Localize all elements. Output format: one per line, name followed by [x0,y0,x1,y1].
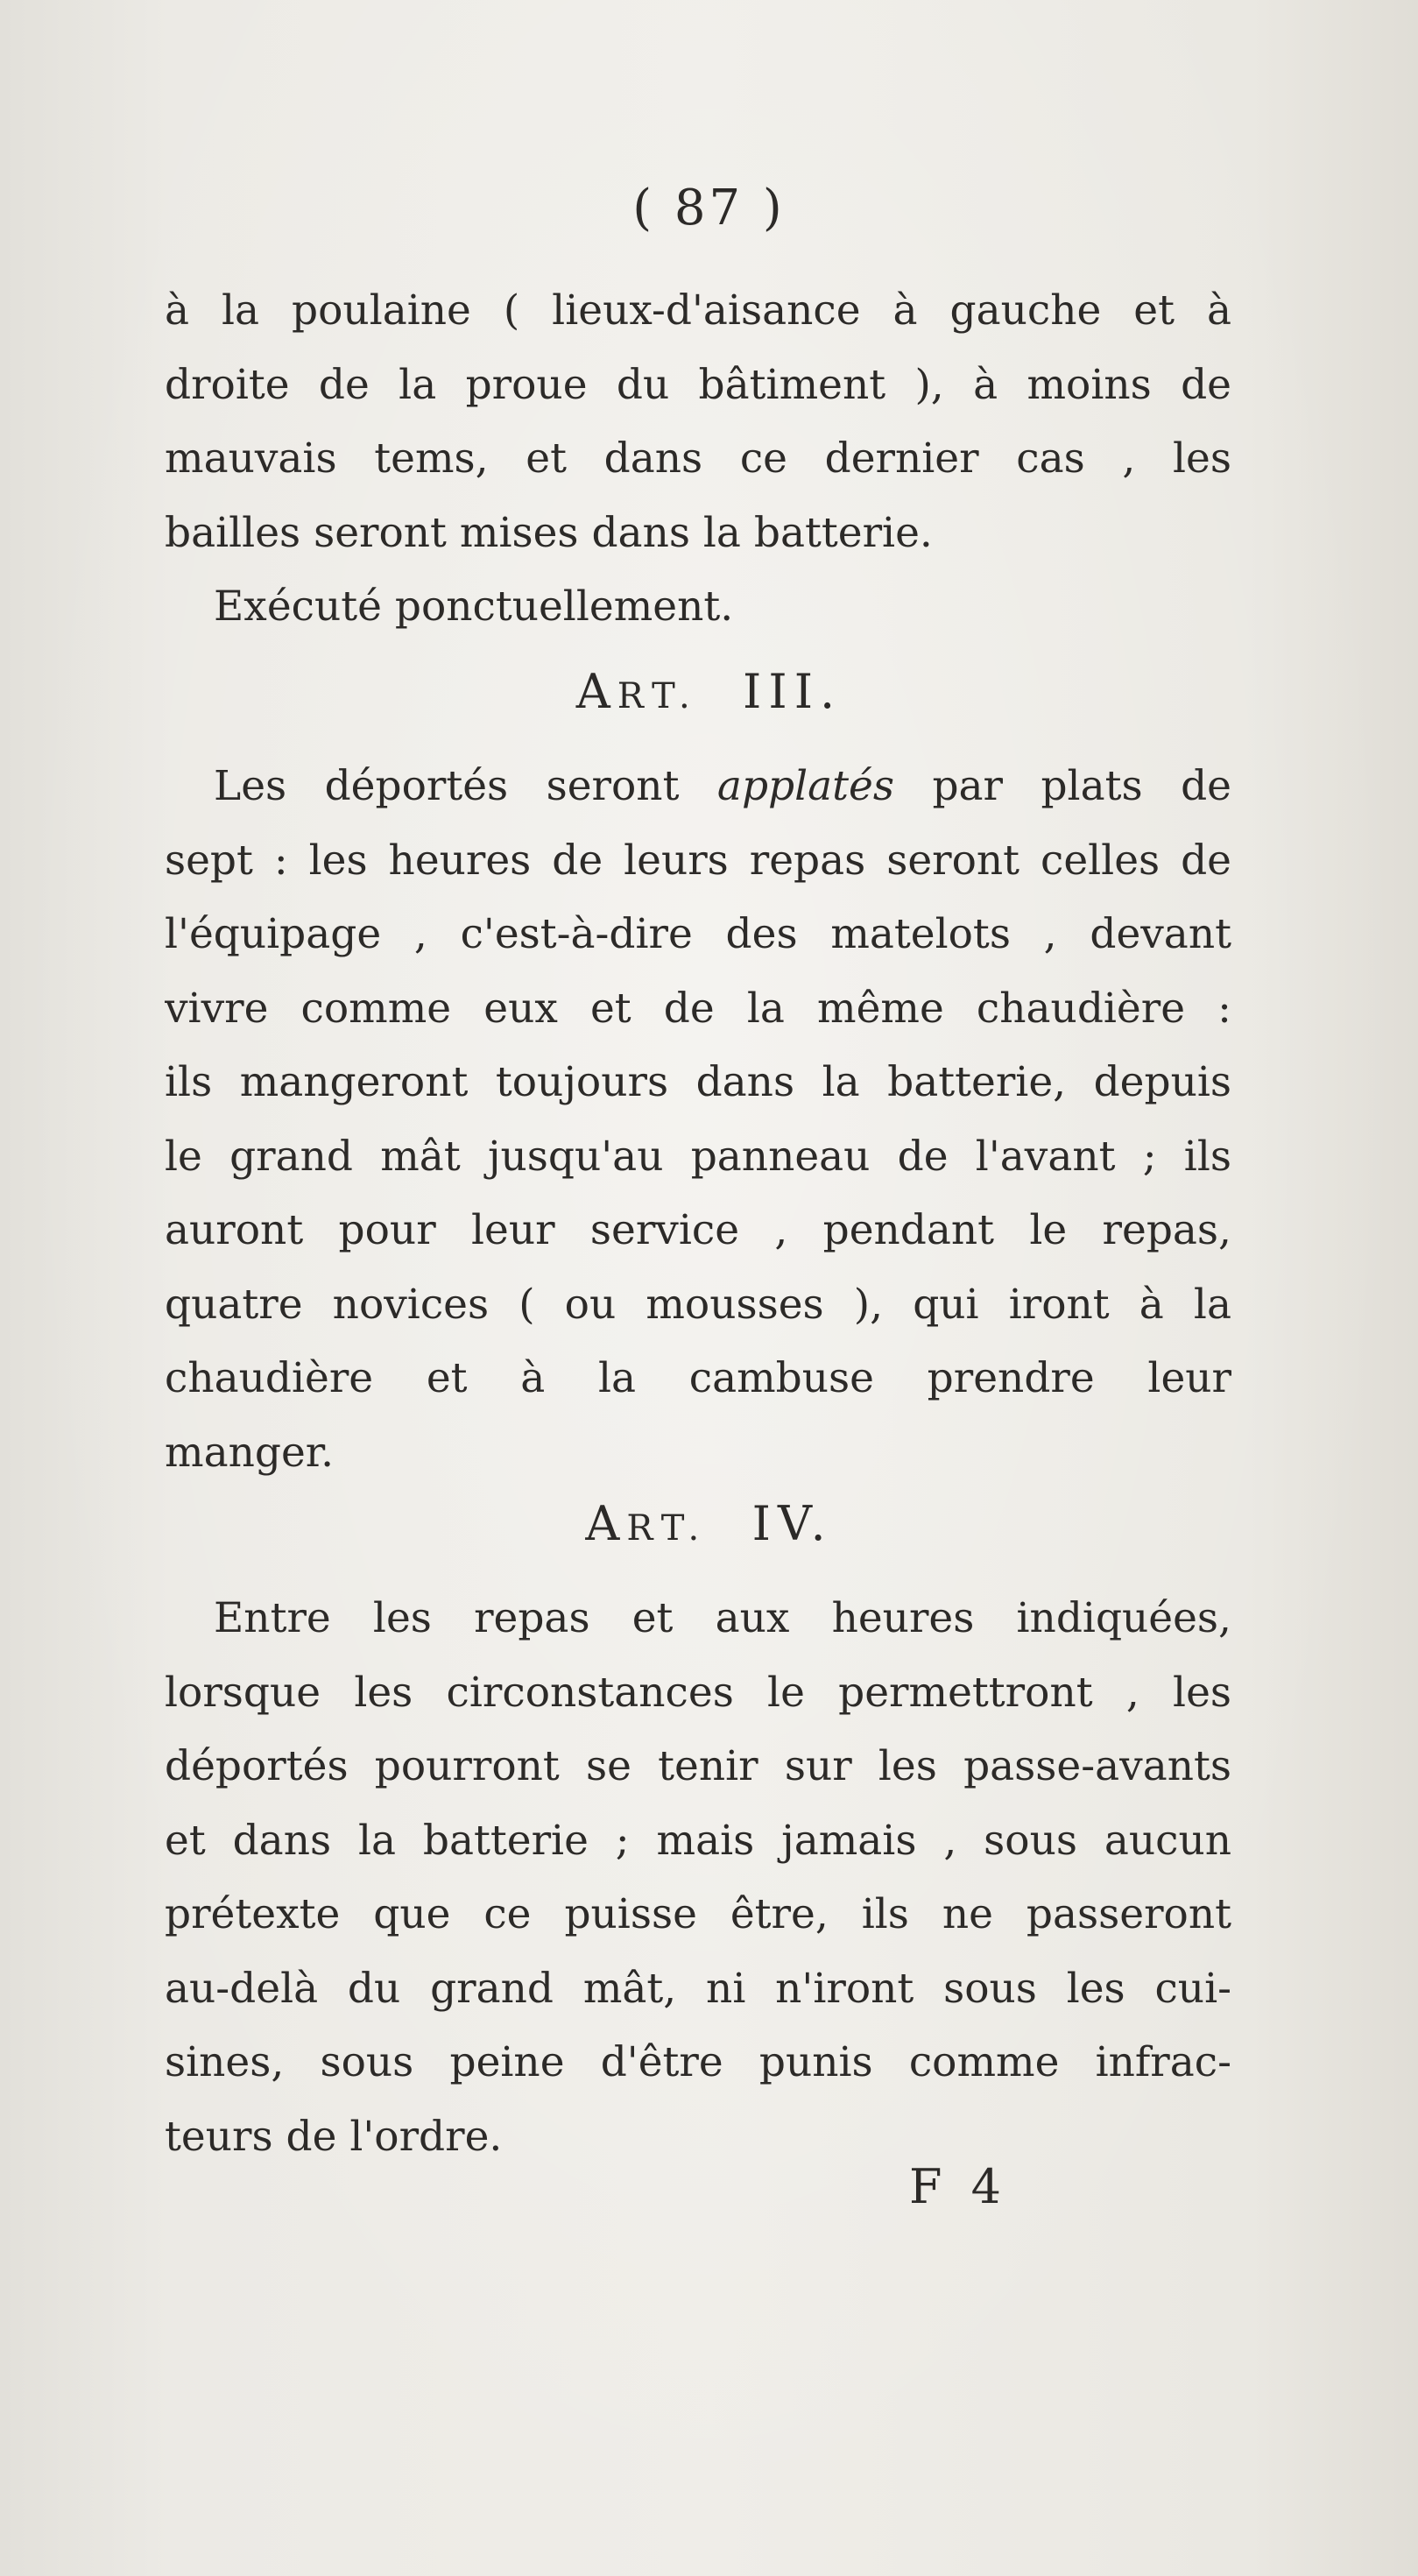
text-line: Entre les repas et aux heures indiquées, [214,1594,1231,1642]
text-line: sines, sous peine d'être punis comme infrac- [165,2038,1231,2086]
article-4-body [165,1582,1231,2174]
text-line: lorsque les circonstances le permettront , les [165,1668,1231,1717]
heading-smallcaps: RT. [626,1508,709,1549]
text-line: sept : les heures de leurs repas seront celles de [165,836,1231,885]
text-line: manger. [165,1428,335,1477]
heading-numeral: III. [743,664,843,719]
text-line: bailles seront mises dans la batterie. [165,508,933,557]
text-line: ils mangeront toujours dans la batterie, depuis [165,1058,1231,1106]
text-line: prétexte que ce puisse être, ils ne passeront [165,1890,1231,1938]
text-line: Les déportés seront applatés par plats de [214,762,1231,810]
page-number: ( 87 ) [632,180,786,236]
article-3-heading [0,664,1418,719]
heading-prefix: A [575,664,617,719]
text-line: l'équipage , c'est-à-dire des matelots , devant [165,910,1231,958]
text-line: à la poulaine ( lieux-d'aisance à gauche et à [165,286,1231,335]
paragraph-continuation [165,274,1231,645]
text-line: teurs de l'ordre. [165,2112,503,2161]
article-4-heading [0,1496,1418,1551]
text-line: déportés pourront se tenir sur les passe-avants [165,1742,1231,1790]
heading-numeral: IV. [751,1496,833,1551]
text-line: au-delà du grand mât, ni n'iront sous les cui- [165,1964,1231,2013]
italic-word: applatés [716,762,894,810]
text-line: le grand mât jusqu'au panneau de l'avant ; ils [165,1132,1231,1181]
text-line: et dans la batterie ; mais jamais , sous aucun [165,1816,1231,1865]
article-3-body [165,750,1231,1490]
heading-prefix: A [585,1496,627,1551]
executed-note: Exécuté ponctuellement. [214,582,734,631]
text-line: droite de la proue du bâtiment ), à moins de [165,360,1231,409]
text-line: auront pour leur service , pendant le repas, [165,1206,1231,1254]
text-line: mauvais tems, et dans ce dernier cas , les [165,434,1231,483]
signature-mark: F 4 [909,2159,1008,2214]
text-line: vivre comme eux et de la même chaudière : [165,984,1231,1033]
text-line: quatre novices ( ou mousses ), qui iront à la [165,1280,1231,1329]
heading-smallcaps: RT. [617,676,699,716]
text-line: chaudière et à la cambuse prendre leur [165,1354,1231,1402]
